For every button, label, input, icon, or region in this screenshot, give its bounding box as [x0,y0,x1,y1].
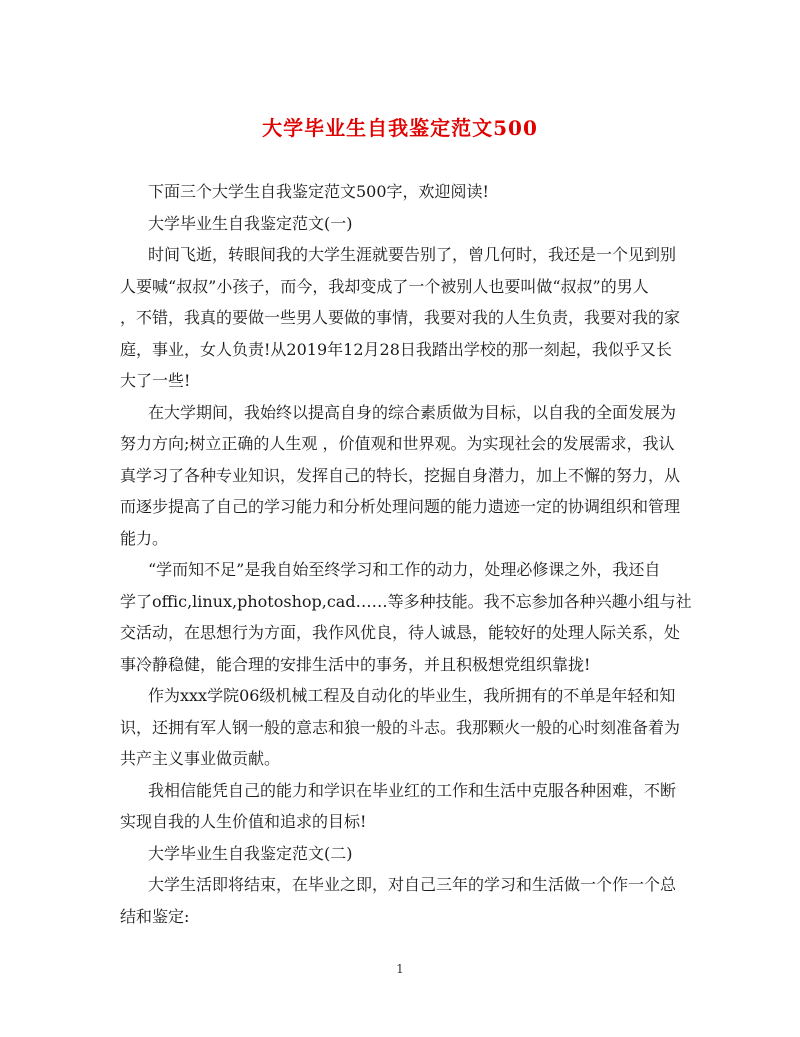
text-line: 能力。 [120,528,169,548]
text-line: 大学毕业生自我鉴定范文(二) [148,843,353,863]
page-number: 1 [396,962,404,976]
text-line: 学了offic,linux,photoshop,cad……等多种技能。我不忘参加各种兴趣小组与社 [120,591,692,611]
text-line: 作为xxx学院06级机械工程及自动化的毕业生，我所拥有的不单是年轻和知 [148,686,676,705]
text-line: 交活动，在思想行为方面，我作风优良，待人诚恳，能较好的处理人际关系，处 [120,623,681,642]
text-line: “学而知不足”是我自始至终学习和工作的动力，处理必修课之外，我还自 [148,560,661,579]
text-line: 大了一些! [120,371,191,390]
text-line: ，不错，我真的要做一些男人要做的事情，我要对我的人生负责，我要对我的家 [120,308,681,327]
text-line: 大学生活即将结束，在毕业之即，对自己三年的学习和生活做一个作一个总 [148,875,677,894]
text-line: 识，还拥有军人钢一般的意志和狼一般的斗志。我那颗火一般的心时刻准备着为 [120,717,681,737]
text-line: 我相信能凭自己的能力和学识在毕业红的工作和生活中克服各种困难，不断 [148,780,677,800]
document-title: 大学毕业生自我鉴定范文500 [262,116,538,140]
text-line: 共产主义事业做贡献。 [120,749,281,768]
text-line: 而逐步提高了自己的学习能力和分析处理问题的能力遗迹一定的协调组织和管理 [120,497,681,516]
text-line: 结和鉴定: [120,906,190,926]
text-line: 事冷静稳健，能合理的安排生活中的事务，并且积极想党组织靠拢! [120,654,591,674]
text-line: 实现自我的人生价值和追求的目标! [120,812,367,831]
text-line: 真学习了各种专业知识，发挥自己的特长，挖掘自身潜力，加上不懈的努力，从 [120,465,681,485]
text-line: 时间飞逝，转眼间我的大学生涯就要告别了，曾几何时，我还是一个见到别 [148,245,677,264]
text-line: 大学毕业生自我鉴定范文(一) [148,213,353,233]
text-line: 人要喊“叔叔”小孩子，而今，我却变成了一个被别人也要叫做“叔叔”的男人 [120,276,649,296]
text-line: 在大学期间，我始终以提高自身的综合素质做为目标，以自我的全面发展为 [148,402,677,422]
text-line: 努力方向;树立正确的人生观 ，价值观和世界观。为实现社会的发展需求，我认 [120,434,675,453]
document-body [120,176,692,932]
text-line: 庭，事业，女人负责!从2019年12月28日我踏出学校的那一刻起，我似乎又长 [120,339,672,359]
text-line: 下面三个大学生自我鉴定范文500字，欢迎阅读! [148,182,489,201]
